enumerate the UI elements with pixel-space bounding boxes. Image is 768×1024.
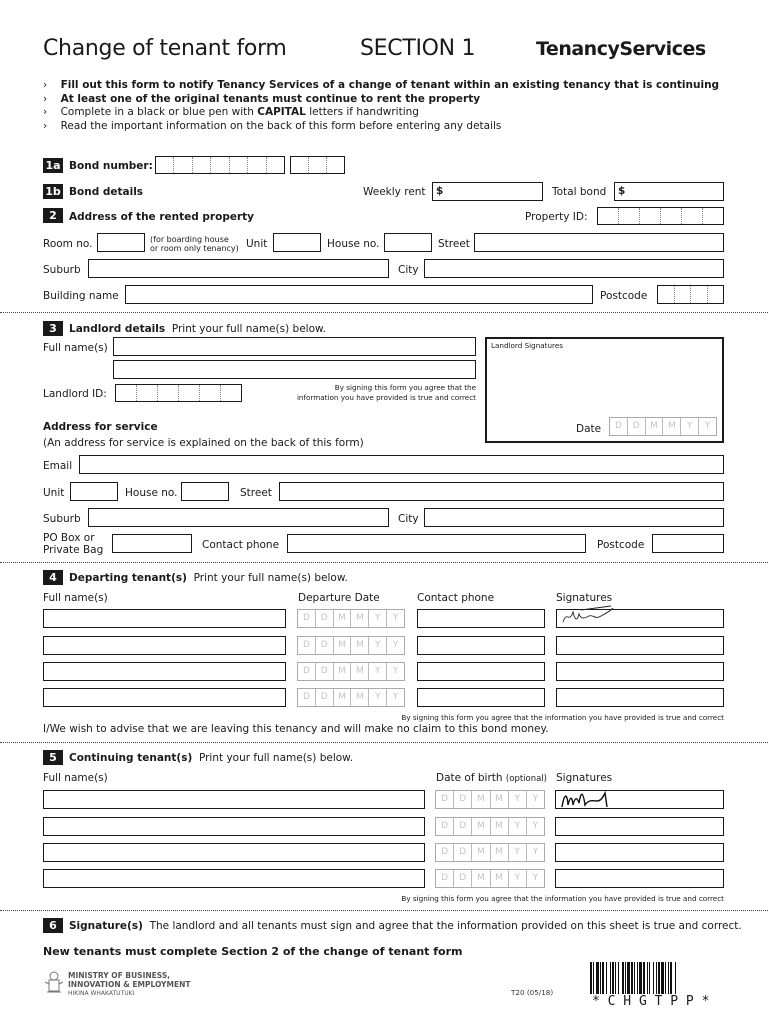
date-m: M — [351, 663, 369, 680]
date-y: Y — [369, 610, 387, 627]
departing-name-input[interactable] — [43, 636, 286, 655]
afs-phone-label: Contact phone — [202, 539, 280, 551]
date-y: Y — [369, 637, 387, 654]
nz-coat-of-arms-icon — [43, 970, 65, 996]
continuing-name-input[interactable] — [43, 817, 425, 836]
bullet-icon: › — [43, 79, 48, 91]
section-4-badge: 4 — [43, 570, 63, 585]
unit-input[interactable] — [273, 233, 321, 252]
bond-number-input[interactable] — [155, 156, 285, 174]
po-box-line-1: PO Box or — [43, 532, 95, 544]
afs-unit-label: Unit — [43, 487, 65, 499]
street-label: Street — [438, 238, 470, 250]
date-d: D — [298, 637, 316, 654]
date-m: M — [351, 689, 369, 706]
postcode-input[interactable] — [657, 285, 724, 304]
landlord-agree-note — [270, 383, 476, 403]
date-m: M — [334, 637, 352, 654]
address-for-service-title: Address for service — [43, 421, 158, 433]
room-no-input[interactable] — [97, 233, 145, 252]
date-d: D — [298, 689, 316, 706]
form-code: T20 (05/18) — [511, 988, 554, 997]
landlord-details-label — [69, 323, 326, 335]
bond-number-label — [69, 160, 153, 172]
continuing-hint: Print your full name(s) below. — [198, 752, 354, 764]
date-d: D — [316, 689, 334, 706]
tenancy-services-logo — [536, 38, 706, 60]
continuing-signature-field[interactable] — [555, 843, 724, 862]
ministry-line-2: INNOVATION & EMPLOYMENT — [68, 980, 191, 989]
departing-phone-input[interactable] — [417, 688, 545, 707]
date-y: Y — [392, 692, 399, 702]
intro-line-3c: letters if handwriting — [305, 106, 419, 118]
date-m: M — [646, 418, 664, 435]
postcode-label: Postcode — [600, 290, 648, 302]
col-signatures: Signatures — [556, 592, 613, 604]
form-title: Change of tenant form — [43, 36, 287, 61]
ministry-logo-text — [68, 971, 190, 998]
date-d: D — [298, 663, 316, 680]
landlord-hint: Print your full name(s) below. — [171, 323, 326, 335]
date-m: M — [472, 870, 490, 887]
dob-input[interactable] — [435, 843, 545, 862]
bond-number-text: Bond number: — [69, 160, 153, 172]
house-no-input[interactable] — [384, 233, 432, 252]
city-label: City — [398, 264, 419, 276]
intro-line-3b: CAPITAL — [257, 106, 306, 118]
date-d: D — [454, 870, 472, 887]
departing-phone-input[interactable] — [417, 662, 545, 681]
ministry-line-3: HIKINA WHAKATUTUKI — [68, 990, 135, 997]
currency-symbol: $ — [618, 185, 626, 197]
agree-line-2: information you have provided is true and correct — [296, 393, 476, 402]
landlord-id-label: Landlord ID: — [43, 388, 107, 400]
logo-part-b: Services — [619, 38, 706, 60]
date-y: Y — [509, 791, 527, 808]
barcode-text: * C H G T P P * — [592, 994, 710, 1009]
dob-input[interactable] — [435, 817, 545, 836]
col-dob — [436, 772, 547, 784]
landlord-signature-box[interactable] — [485, 337, 724, 443]
afs-phone-input[interactable] — [287, 534, 586, 553]
date-y: Y — [509, 818, 527, 835]
total-bond-label: Total bond — [552, 186, 607, 198]
departure-date-input[interactable] — [297, 636, 405, 655]
bond-details-text: Bond details — [69, 186, 144, 198]
signatures-title: Signature(s) — [69, 920, 143, 932]
date-y: Y — [392, 666, 399, 676]
col-full-names: Full name(s) — [43, 592, 108, 604]
divider — [0, 910, 768, 911]
date-d: D — [316, 637, 334, 654]
section-3-badge: 3 — [43, 321, 63, 336]
city-input[interactable] — [424, 259, 724, 278]
date-d: D — [628, 418, 646, 435]
departing-signature-field[interactable] — [556, 662, 724, 681]
dob-input[interactable] — [435, 790, 545, 809]
handwritten-signature-icon — [561, 604, 621, 628]
date-m: M — [491, 844, 509, 861]
room-note-1: (for boarding house — [150, 235, 229, 244]
street-input[interactable] — [474, 233, 724, 252]
date-y: Y — [532, 847, 539, 857]
bond-number-suffix-input[interactable] — [290, 156, 345, 174]
ministry-line-1: MINISTRY OF BUSINESS, — [68, 971, 171, 980]
dob-input[interactable] — [435, 869, 545, 888]
landlord-name-input-2[interactable] — [113, 360, 476, 379]
afs-suburb-label: Suburb — [43, 513, 81, 525]
divider — [0, 562, 768, 563]
landlord-name-input-1[interactable] — [113, 337, 476, 356]
house-no-label: House no. — [327, 238, 380, 250]
date-d: D — [316, 610, 334, 627]
date-d: D — [454, 818, 472, 835]
room-note-2: or room only tenancy) — [150, 244, 239, 253]
intro-line-3a: Complete in a black or blue pen with — [60, 106, 258, 118]
section-label: SECTION 1 — [360, 36, 476, 61]
continuing-tenants-text: Continuing tenant(s) — [69, 752, 193, 764]
continuing-agree-note: By signing this form you agree that the information you have provided is true and correct — [401, 894, 724, 903]
afs-city-label: City — [398, 513, 419, 525]
bullet-icon: › — [43, 119, 48, 132]
section-6-badge: 6 — [43, 918, 63, 933]
date-y: Y — [681, 418, 699, 435]
room-no-label: Room no. — [43, 238, 93, 250]
date-y: Y — [532, 873, 539, 883]
section-5-badge: 5 — [43, 750, 63, 765]
landlord-date-label: Date — [576, 423, 602, 435]
agree-line-1: By signing this form you agree that the — [334, 383, 476, 392]
col-departure-date: Departure Date — [298, 592, 380, 604]
date-d: D — [436, 818, 454, 835]
date-y: Y — [509, 844, 527, 861]
date-m: M — [334, 689, 352, 706]
divider — [0, 312, 768, 313]
afs-house-no-input[interactable] — [181, 482, 229, 501]
afs-street-label: Street — [240, 487, 272, 499]
landlord-full-names-label: Full name(s) — [43, 342, 108, 354]
departure-date-input[interactable] — [297, 688, 405, 707]
date-y: Y — [704, 421, 711, 431]
po-box-line-2: Private Bag — [43, 544, 104, 556]
landlord-date-input[interactable] — [609, 417, 717, 436]
afs-postcode-label: Postcode — [597, 539, 645, 551]
date-m: M — [663, 418, 681, 435]
date-m: M — [334, 663, 352, 680]
continuing-signature-field[interactable] — [555, 790, 724, 809]
handwritten-signature-icon — [559, 787, 619, 811]
col-signatures-5: Signatures — [556, 772, 613, 784]
po-box-input[interactable] — [112, 534, 192, 553]
po-box-label — [43, 532, 103, 556]
departing-signature-field[interactable] — [556, 609, 724, 628]
property-id-label: Property ID: — [525, 211, 588, 223]
departing-tenants-label — [69, 572, 348, 584]
new-tenants-note: New tenants must complete Section 2 of the change of tenant form — [43, 945, 463, 958]
departing-phone-input[interactable] — [417, 636, 545, 655]
signatures-text: The landlord and all tenants must sign and agree that the information provided on this sheet is true and correct. — [149, 920, 742, 932]
departing-agree-note: By signing this form you agree that the information you have provided is true and correct — [401, 713, 724, 722]
date-m: M — [472, 791, 490, 808]
continuing-name-input[interactable] — [43, 869, 425, 888]
departing-signature-field[interactable] — [556, 636, 724, 655]
date-d: D — [436, 844, 454, 861]
date-y: Y — [392, 613, 399, 623]
weekly-rent-label: Weekly rent — [363, 186, 426, 198]
email-input[interactable] — [79, 455, 724, 474]
barcode-icon — [590, 962, 724, 994]
continuing-name-input[interactable] — [43, 843, 425, 862]
suburb-label: Suburb — [43, 264, 81, 276]
section-2-badge: 2 — [43, 208, 63, 223]
date-y: Y — [369, 689, 387, 706]
date-m: M — [491, 870, 509, 887]
date-m: M — [472, 844, 490, 861]
date-m: M — [334, 610, 352, 627]
dob-text: Date of birth — [436, 772, 503, 784]
bullet-icon: › — [43, 106, 48, 118]
building-name-label: Building name — [43, 290, 119, 302]
date-y: Y — [392, 640, 399, 650]
landlord-details-text: Landlord details — [69, 323, 166, 335]
continuing-name-input[interactable] — [43, 790, 425, 809]
continuing-tenants-label — [69, 752, 353, 764]
date-m: M — [351, 610, 369, 627]
email-label: Email — [43, 460, 73, 472]
address-for-service-note: (An address for service is explained on the back of this form) — [43, 437, 364, 449]
building-name-input[interactable] — [125, 285, 593, 304]
date-d: D — [454, 791, 472, 808]
rented-property-label — [69, 211, 254, 223]
col-full-names-5: Full name(s) — [43, 772, 108, 784]
landlord-id-input[interactable] — [115, 384, 242, 402]
intro-line-2: At least one of the original tenants must continue to rent the property — [60, 92, 481, 105]
dob-optional: (optional) — [505, 774, 548, 784]
date-y: Y — [369, 663, 387, 680]
afs-house-no-label: House no. — [125, 487, 178, 499]
landlord-signatures-label: Landlord Signatures — [491, 341, 564, 350]
afs-street-input[interactable] — [279, 482, 724, 501]
date-d: D — [298, 610, 316, 627]
continuing-signature-field[interactable] — [555, 869, 724, 888]
date-y: Y — [509, 870, 527, 887]
bullet-icon: › — [43, 92, 48, 105]
date-m: M — [491, 818, 509, 835]
logo-part-a: Tenancy — [536, 38, 620, 60]
afs-postcode-input[interactable] — [652, 534, 724, 553]
intro-list — [43, 79, 719, 133]
date-d: D — [436, 870, 454, 887]
departing-signature-field[interactable] — [556, 688, 724, 707]
date-m: M — [472, 818, 490, 835]
date-d: D — [610, 418, 628, 435]
departure-date-input[interactable] — [297, 662, 405, 681]
date-d: D — [436, 791, 454, 808]
property-id-input[interactable] — [597, 207, 724, 225]
unit-label: Unit — [246, 238, 268, 250]
departing-name-input[interactable] — [43, 688, 286, 707]
weekly-rent-input[interactable] — [432, 182, 543, 201]
section-1b-badge: 1b — [43, 184, 63, 199]
bond-details-label — [69, 186, 143, 198]
currency-symbol: $ — [436, 185, 444, 197]
afs-suburb-input[interactable] — [88, 508, 389, 527]
departing-tenants-text: Departing tenant(s) — [69, 572, 187, 584]
departing-name-input[interactable] — [43, 662, 286, 681]
date-d: D — [454, 844, 472, 861]
divider — [0, 742, 768, 743]
date-y: Y — [532, 821, 539, 831]
date-m: M — [351, 637, 369, 654]
departing-name-input[interactable] — [43, 609, 286, 628]
continuing-signature-field[interactable] — [555, 817, 724, 836]
date-d: D — [316, 663, 334, 680]
section-1a-badge: 1a — [43, 158, 63, 173]
departing-phone-input[interactable] — [417, 609, 545, 628]
date-y: Y — [532, 794, 539, 804]
afs-unit-input[interactable] — [70, 482, 118, 501]
rented-property-text: Address of the rented property — [69, 211, 254, 223]
departing-declaration: I/We wish to advise that we are leaving this tenancy and will make no claim to this bond money. — [43, 723, 549, 735]
total-bond-input[interactable] — [614, 182, 724, 201]
signatures-section-label — [69, 920, 742, 932]
col-contact-phone: Contact phone — [417, 592, 495, 604]
room-note — [150, 235, 239, 253]
intro-line-1: Fill out this form to notify Tenancy Services of a change of tenant within an existing tenancy that is continuing — [60, 79, 720, 91]
suburb-input[interactable] — [88, 259, 389, 278]
departure-date-input[interactable] — [297, 609, 405, 628]
date-m: M — [491, 791, 509, 808]
afs-city-input[interactable] — [424, 508, 724, 527]
departing-hint: Print your full name(s) below. — [193, 572, 348, 584]
intro-line-4: Read the important information on the back of this form before entering any details — [60, 119, 502, 132]
